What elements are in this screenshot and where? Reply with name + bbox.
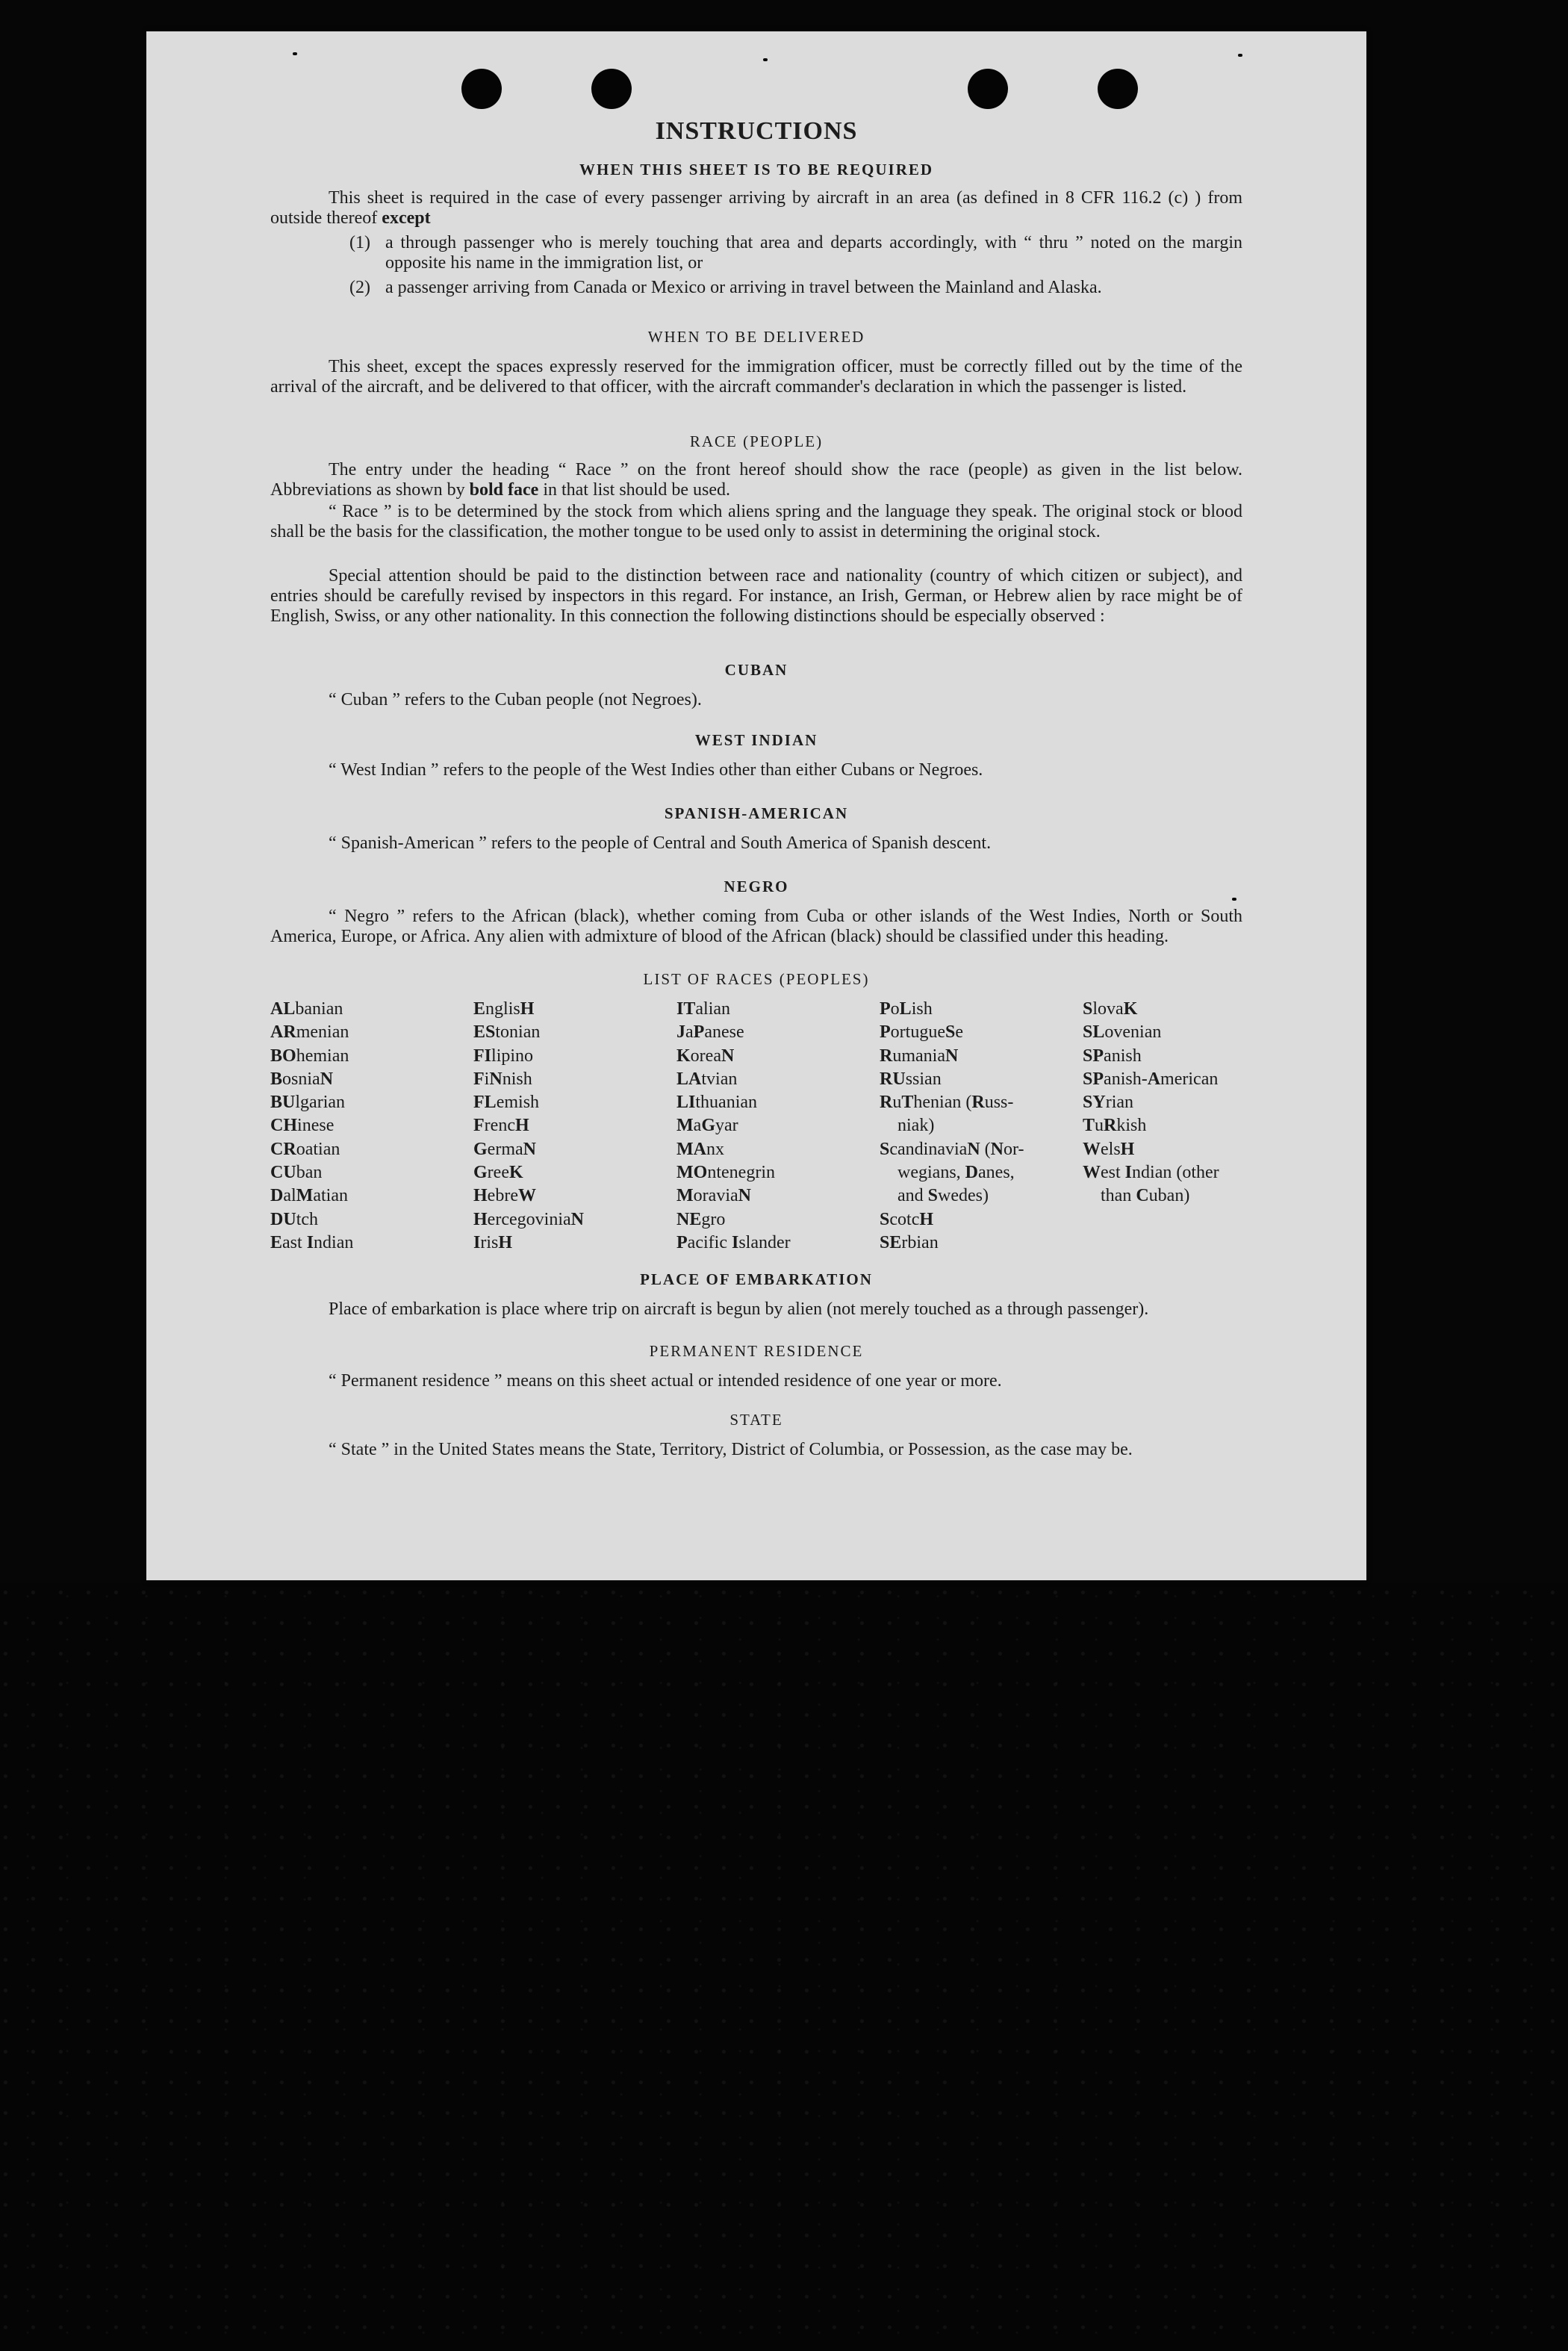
section-heading-delivered: WHEN TO BE DELIVERED <box>647 328 865 346</box>
exception-number: (1) <box>349 233 370 252</box>
race-entry: NEgro <box>676 1209 726 1229</box>
race-entry: PoLish <box>880 999 933 1019</box>
race-entry: MOntenegrin <box>676 1163 775 1183</box>
race-text: in that list should be used. <box>543 480 730 500</box>
exception-item-1 <box>349 233 1242 273</box>
race-entry: ITalian <box>676 999 731 1019</box>
race-entry-continued: and Swedes) <box>897 1186 989 1206</box>
race-entry: JaPanese <box>676 1022 744 1043</box>
race-entry: SYrian <box>1083 1093 1134 1113</box>
race-entry: HercegoviniaN <box>473 1209 584 1229</box>
races-column-4 <box>880 998 1083 1255</box>
race-entry: SErbian <box>880 1232 939 1252</box>
race-entry: BUlgarian <box>270 1093 346 1113</box>
delivered-paragraph: This sheet, except the spaces expressly reserved for the immigration officer, must be correctly filled out by the time of the arrival of the aircraft, and be delivered to that officer, with the aircraft commander's declaration in which the passenger is listed. <box>270 357 1242 397</box>
race-entry-continued: than Cuban) <box>1101 1186 1190 1206</box>
race-entry: CRoatian <box>270 1139 340 1159</box>
section-heading-spanish-american: SPANISH-AMERICAN <box>664 804 849 822</box>
race-entry: DalMatian <box>270 1186 348 1206</box>
exception-text: a passenger arriving from Canada or Mexico or arriving in travel between the Mainland and Alaska. <box>385 278 1102 297</box>
race-entry: EStonian <box>473 1022 541 1043</box>
race-entry-continued: niak) <box>897 1116 935 1136</box>
state-paragraph: “ State ” in the United States means the State, Territory, District of Columbia, or Possession, as the case may be. <box>329 1440 1133 1459</box>
races-column-1 <box>270 998 473 1255</box>
races-column-3 <box>676 998 880 1255</box>
race-entry: PortugueSe <box>880 1022 964 1043</box>
embarkation-paragraph: Place of embarkation is place where trip on aircraft is begun by alien (not merely touched as a through passenger). <box>329 1299 1149 1319</box>
race-entry: SlovaK <box>1083 999 1138 1019</box>
race-paragraph-1 <box>270 460 1242 500</box>
race-entry: ARmenian <box>270 1022 349 1043</box>
intro-text: This sheet is required in the case of every passenger arriving by aircraft in an area (as defined in 8 CFR 116.2 (c) ) from outside thereof <box>270 188 1242 228</box>
spanish-american-paragraph: “ Spanish-American ” refers to the people of Central and South America of Spanish descent. <box>329 833 992 853</box>
race-entry: MaGyar <box>676 1116 738 1136</box>
race-entry: RumaniaN <box>880 1046 959 1066</box>
dust-speck <box>763 58 768 61</box>
race-bold-face: bold face <box>469 480 539 500</box>
race-entry: RUssian <box>880 1069 942 1089</box>
race-entry: LAtvian <box>676 1069 738 1089</box>
race-entry: FLemish <box>473 1093 540 1113</box>
race-entry: RuThenian (Russ- <box>880 1093 1014 1113</box>
punch-hole <box>1098 69 1138 109</box>
race-entry: GermaN <box>473 1139 536 1159</box>
race-entry: EnglisH <box>473 999 535 1019</box>
race-entry: TuRkish <box>1083 1116 1147 1136</box>
section-heading-residence: PERMANENT RESIDENCE <box>649 1342 864 1360</box>
section-heading-race: RACE (PEOPLE) <box>689 432 824 450</box>
race-entry: Pacific Islander <box>676 1232 791 1252</box>
section-heading-races-list: LIST OF RACES (PEOPLES) <box>643 970 870 988</box>
exception-number: (2) <box>349 278 370 297</box>
negro-paragraph: “ Negro ” refers to the African (black), whether coming from Cuba or other islands of the West Indies, North or South America, Europe, or Africa. Any alien with admixture of blood of the African (black) should be classified under this heading. <box>270 907 1242 946</box>
race-entry: ScandinaviaN (Nor- <box>880 1139 1024 1159</box>
race-entry: SPanish-American <box>1083 1069 1219 1089</box>
races-column-2 <box>473 998 676 1255</box>
residence-paragraph: “ Permanent residence ” means on this sheet actual or intended residence of one year or more. <box>329 1371 1002 1391</box>
film-background <box>0 1583 1568 2351</box>
race-entry: ALbanian <box>270 999 343 1019</box>
races-column-5 <box>1083 998 1286 1255</box>
race-entry: BosniaN <box>270 1069 334 1089</box>
section-heading-cuban: CUBAN <box>724 661 788 679</box>
punch-hole <box>461 69 502 109</box>
intro-paragraph <box>270 188 1242 229</box>
race-entry: LIthuanian <box>676 1093 758 1113</box>
race-entry: East Indian <box>270 1232 354 1252</box>
race-entry: CUban <box>270 1163 323 1183</box>
race-entry: SLovenian <box>1083 1022 1162 1043</box>
section-heading-state: STATE <box>729 1411 783 1429</box>
dust-speck <box>1238 54 1242 57</box>
race-paragraph-3: Special attention should be paid to the distinction between race and nationality (country of which citizen or subject), and entries should be carefully revised by inspectors in this regard. For instance, an Irish, German, or Hebrew alien by race might be of English, Swiss, or any other nationality. In this connection the following distinctions should be especially observed : <box>270 566 1242 626</box>
punch-hole <box>968 69 1008 109</box>
intro-emphasis: except <box>382 208 431 228</box>
exception-item-2 <box>349 278 1242 298</box>
race-text: The entry under the heading “ Race ” on the front hereof should show the race (people) as given in the list below. Abbreviations as shown by <box>270 460 1242 500</box>
race-entry: HebreW <box>473 1186 536 1206</box>
race-entry: FiNnish <box>473 1069 532 1089</box>
race-entry: FIlipino <box>473 1046 534 1066</box>
section-heading-required: WHEN THIS SHEET IS TO BE REQUIRED <box>579 161 934 178</box>
race-entry: GreeK <box>473 1163 523 1183</box>
page-title: INSTRUCTIONS <box>655 117 858 145</box>
race-entry: West Indian (other <box>1083 1163 1219 1183</box>
cuban-paragraph: “ Cuban ” refers to the Cuban people (not Negroes). <box>329 690 702 709</box>
race-entry: BOhemian <box>270 1046 349 1066</box>
document-sheet <box>146 31 1366 1580</box>
race-entry: WelsH <box>1083 1139 1135 1159</box>
exception-text: a through passenger who is merely touching that area and departs accordingly, with “ thru ” noted on the margin opposite his name in the immigration list, or <box>385 233 1242 273</box>
race-entry-continued: wegians, Danes, <box>897 1163 1015 1183</box>
race-entry: IrisH <box>473 1232 513 1252</box>
races-list <box>270 998 1242 1255</box>
race-paragraph-2: “ Race ” is to be determined by the stock from which aliens spring and the language they speak. The original stock or blood shall be the basis for the classification, the mother tongue to be used only to assist in determining the original stock. <box>270 502 1242 541</box>
west-indian-paragraph: “ West Indian ” refers to the people of the West Indies other than either Cubans or Negroes. <box>329 760 983 780</box>
race-entry: ScotcH <box>880 1209 934 1229</box>
dust-speck <box>293 52 297 55</box>
section-heading-embarkation: PLACE OF EMBARKATION <box>640 1270 873 1288</box>
punch-hole <box>591 69 632 109</box>
race-entry: MoraviaN <box>676 1186 751 1206</box>
race-entry: CHinese <box>270 1116 335 1136</box>
race-entry: KoreaN <box>676 1046 735 1066</box>
race-entry: MAnx <box>676 1139 724 1159</box>
race-entry: DUtch <box>270 1209 319 1229</box>
race-entry: FrencH <box>473 1116 529 1136</box>
dust-speck <box>1232 898 1236 901</box>
race-entry: SPanish <box>1083 1046 1142 1066</box>
section-heading-negro: NEGRO <box>724 878 789 895</box>
section-heading-west-indian: WEST INDIAN <box>694 731 818 749</box>
